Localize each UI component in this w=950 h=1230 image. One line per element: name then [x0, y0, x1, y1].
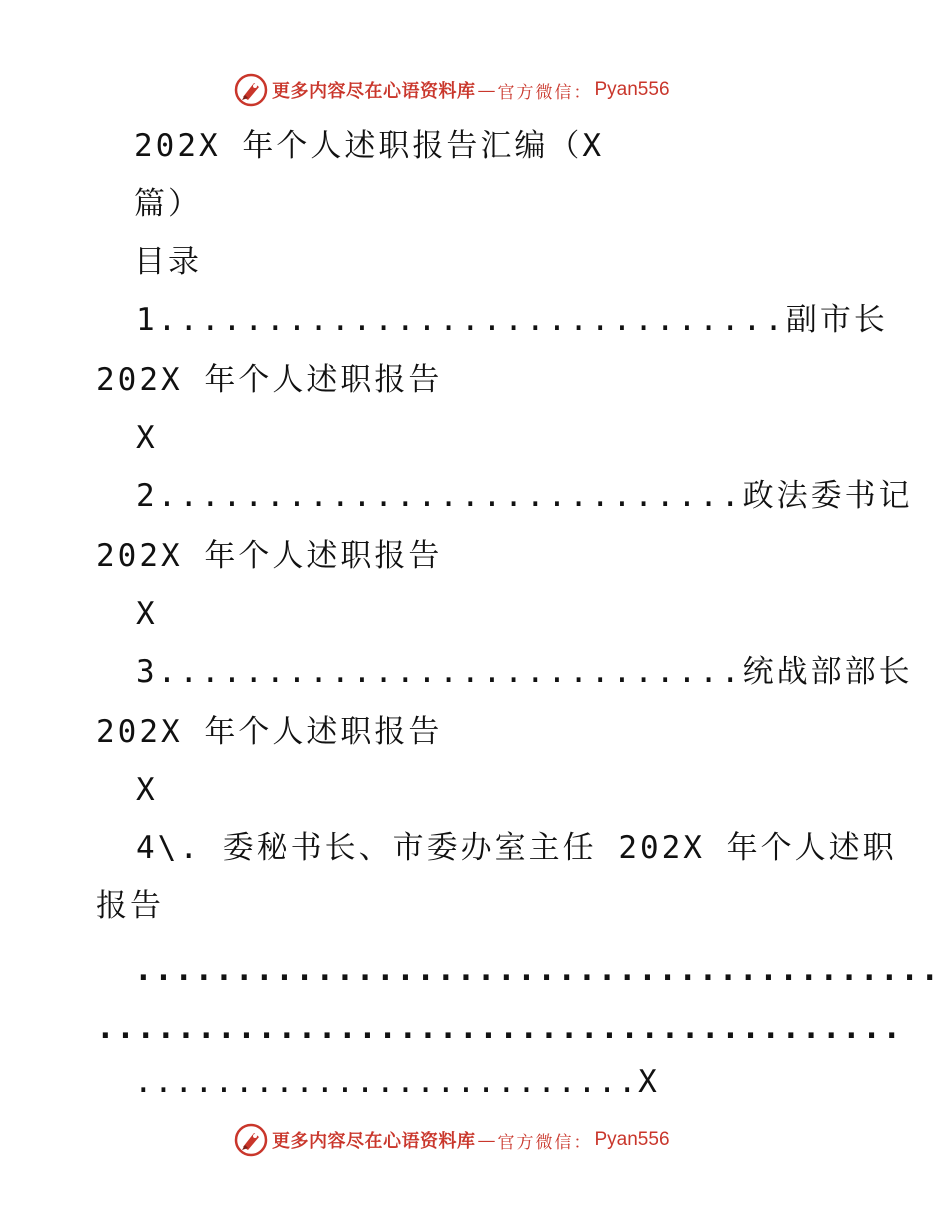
- toc-entry-3-page: X: [136, 772, 158, 808]
- toc-entry-3-title: 202X 年个人述职报告: [96, 714, 443, 750]
- toc-heading: 目录: [134, 244, 202, 280]
- watermark-wechat-id: Pyan556: [594, 79, 670, 100]
- toc-entry-4-leader-dots-1: ........................................: [134, 952, 941, 988]
- header-watermark: [234, 72, 670, 108]
- toc-entry-3-lead: 3...........................统战部部长: [136, 654, 913, 690]
- watermark-dash: —: [477, 1129, 496, 1151]
- footer-watermark: [234, 1122, 670, 1158]
- toc-entry-2-title: 202X 年个人述职报告: [96, 538, 443, 574]
- toc-entry-2-lead: 2...........................政法委书记: [136, 478, 913, 514]
- pen-logo-icon: [234, 1123, 268, 1157]
- toc-entry-1-lead: 1.............................副市长: [136, 302, 888, 338]
- document-title-line-2: 篇）: [134, 186, 202, 222]
- toc-entry-4-lead: 4\. 委秘书长、市委办室主任 202X 年个人述职: [136, 830, 897, 866]
- toc-entry-4-leader-dots-2: ........................................: [96, 1010, 903, 1046]
- watermark-text: 更多内容尽在心语资料库: [272, 1131, 476, 1152]
- document-title-line-1: 202X 年个人述职报告汇编（X: [134, 128, 604, 164]
- toc-entry-4-page: .........................X: [134, 1064, 659, 1100]
- toc-entry-4-title: 报告: [96, 888, 164, 924]
- toc-entry-1-page: X: [136, 420, 158, 456]
- watermark-wechat-label: 官方微信：: [497, 1132, 593, 1153]
- pen-logo-icon: [234, 73, 268, 107]
- watermark-wechat-label: 官方微信：: [497, 82, 593, 103]
- watermark-wechat-id: Pyan556: [594, 1129, 670, 1150]
- watermark-dash: —: [477, 79, 496, 101]
- toc-entry-1-title: 202X 年个人述职报告: [96, 362, 443, 398]
- watermark-text: 更多内容尽在心语资料库: [272, 81, 476, 102]
- toc-entry-2-page: X: [136, 596, 158, 632]
